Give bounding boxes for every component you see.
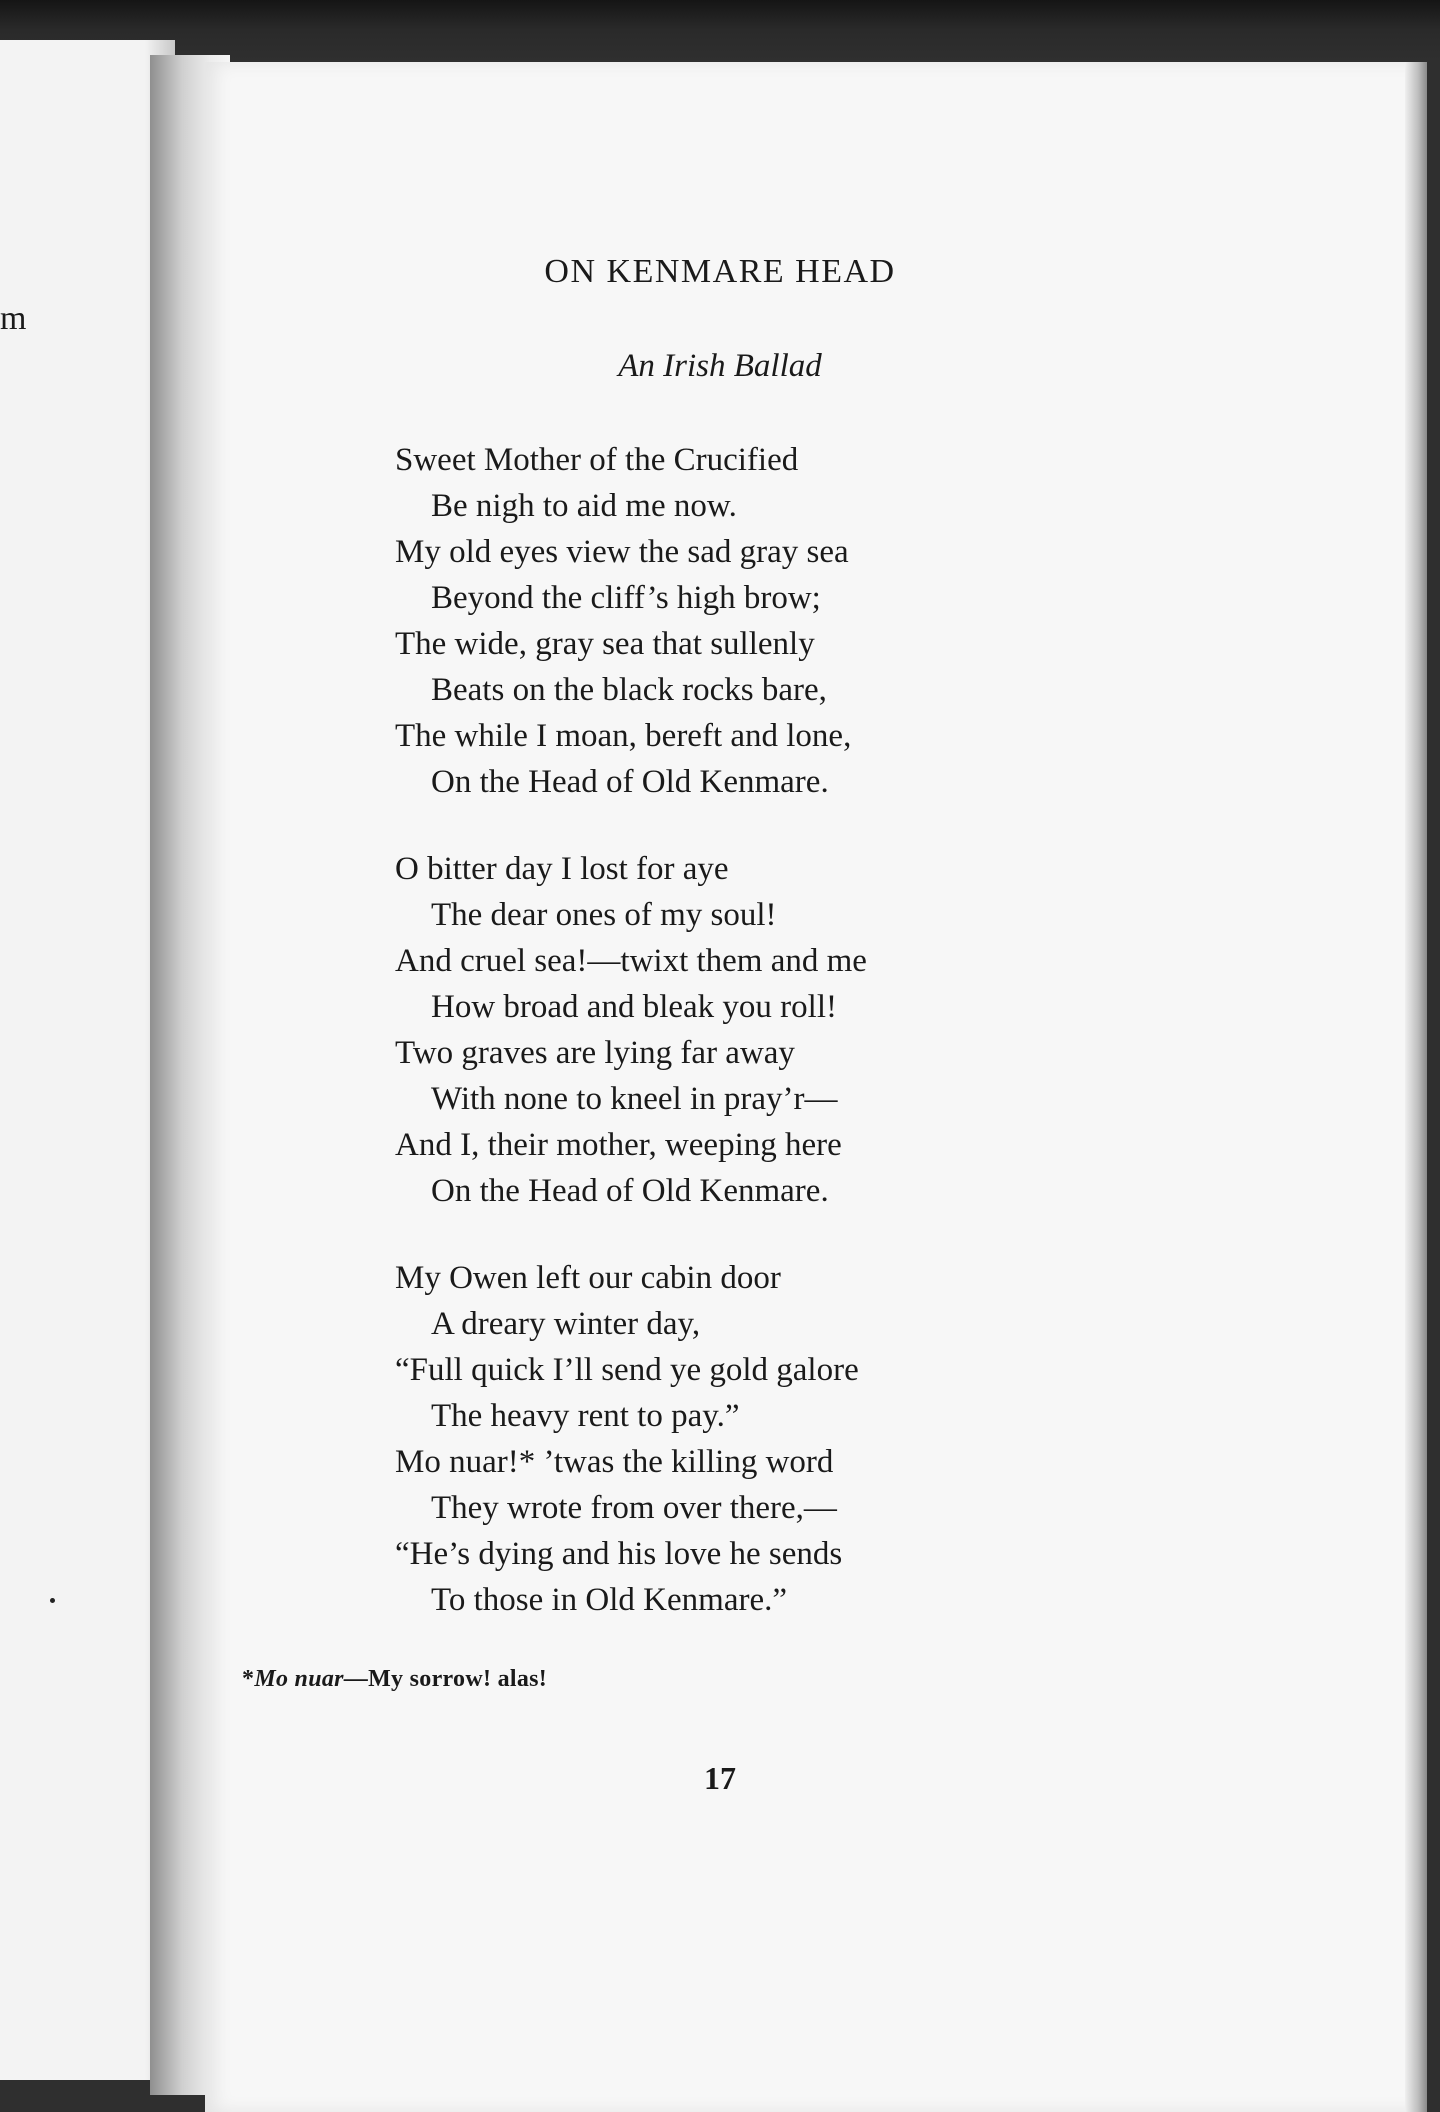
poem-line: “He’s dying and his love he sends — [395, 1536, 843, 1572]
poem-line: “Full quick I’ll send ye gold galore — [395, 1352, 859, 1388]
poem-line: The heavy rent to pay.” — [431, 1398, 740, 1434]
left-page-speck — [50, 1598, 55, 1603]
poem-line: To those in Old Kenmare.” — [431, 1582, 788, 1618]
footnote-term: Mo nuar — [254, 1666, 344, 1692]
poem-line: On the Head of Old Kenmare. — [431, 1173, 829, 1209]
poem-line: Be nigh to aid me now. — [431, 488, 737, 524]
poem-line: Two graves are lying far away — [395, 1035, 795, 1071]
poem-line: With none to kneel in pray’r— — [431, 1081, 838, 1117]
poem-line: The dear ones of my soul! — [431, 897, 777, 933]
poem-line: The while I moan, bereft and lone, — [395, 718, 852, 754]
poem-line: They wrote from over there,— — [431, 1490, 837, 1526]
poem-line: The wide, gray sea that sullenly — [395, 626, 815, 662]
poem-title: ON KENMARE HEAD — [544, 253, 896, 290]
poem-line: Mo nuar!* ’twas the killing word — [395, 1444, 834, 1480]
stanza-2 — [395, 846, 1295, 1214]
poem-line: My old eyes view the sad gray sea — [395, 534, 849, 570]
poem-line: My Owen left our cabin door — [395, 1260, 781, 1296]
left-page-text-fragment: m — [0, 300, 27, 337]
footnote — [242, 1667, 547, 1691]
poem-line: Beats on the black rocks bare, — [431, 672, 827, 708]
stanza-1 — [395, 437, 1295, 805]
poem-line: And I, their mother, weeping here — [395, 1127, 842, 1163]
poem-line: A dreary winter day, — [431, 1306, 701, 1342]
poem-subtitle: An Irish Ballad — [618, 348, 822, 384]
poem-line: Sweet Mother of the Crucified — [395, 442, 799, 478]
page-number: 17 — [704, 1760, 736, 1796]
poem-line: Beyond the cliff’s high brow; — [431, 580, 821, 616]
poem-line: And cruel sea!—twixt them and me — [395, 943, 867, 979]
poem-line: On the Head of Old Kenmare. — [431, 764, 829, 800]
footnote-definition: —My sorrow! alas! — [343, 1666, 548, 1692]
poem-line: How broad and bleak you roll! — [431, 989, 837, 1025]
footnote-marker: * — [242, 1666, 255, 1692]
poem-line: O bitter day I lost for aye — [395, 851, 729, 887]
stanza-3 — [395, 1255, 1295, 1623]
